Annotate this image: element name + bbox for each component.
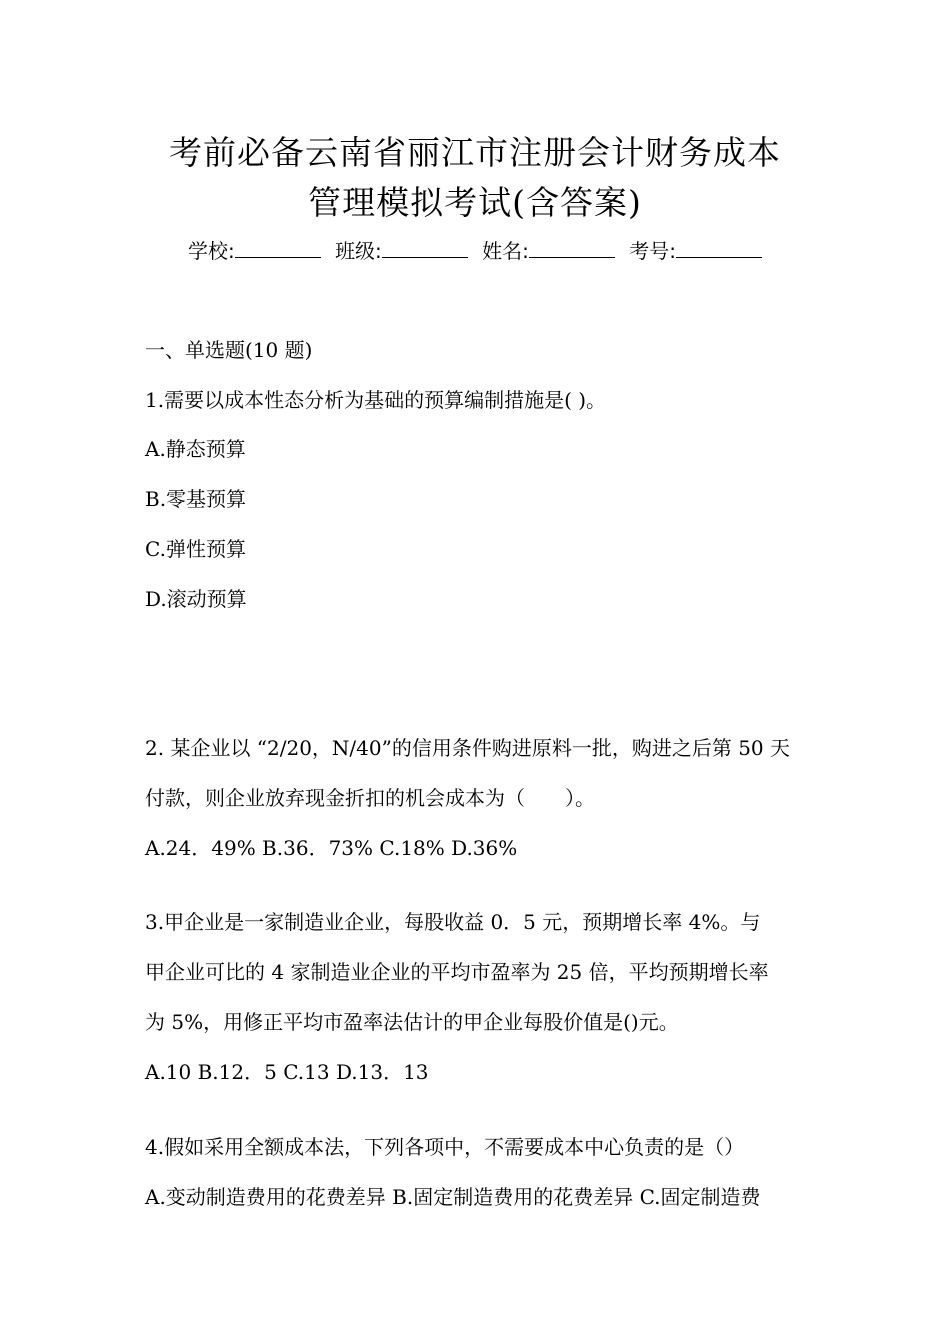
- class-field: [335, 239, 468, 263]
- question-3-text-line-3: 为 5%，用修正平均市盈率法估计的甲企业每股价值是()元。: [145, 1010, 679, 1034]
- question-3-options: A.10 B.12．5 C.13 D.13．13: [145, 1060, 429, 1084]
- question-2-text-line-2: 付款，则企业放弃现金折扣的机会成本为（ ）。: [145, 786, 595, 810]
- question-2-text-line-1: 2. 某企业以 “2/20，N/40”的信用条件购进原料一批，购进之后第 50 天: [145, 736, 791, 760]
- section-heading: 一、单选题(10 题): [145, 338, 313, 362]
- document-title-line-1: 考前必备云南省丽江市注册会计财务成本: [169, 133, 781, 172]
- question-3-text-line-2: 甲企业可比的 4 家制造业企业的平均市盈率为 25 倍，平均预期增长率: [145, 960, 769, 984]
- question-1-option-d: D.滚动预算: [145, 587, 247, 611]
- class-blank: [382, 239, 468, 258]
- student-info-line: [0, 236, 950, 266]
- name-field: [482, 239, 615, 263]
- question-2-options: A.24．49% B.36．73% C.18% D.36%: [145, 836, 518, 860]
- school-blank: [235, 239, 321, 258]
- question-1-option-b: B.零基预算: [145, 487, 247, 511]
- question-1-option-a: A.静态预算: [145, 437, 246, 461]
- school-label: 学校:: [187, 239, 235, 263]
- exam-number-field: [629, 239, 762, 263]
- question-4-options: A.变动制造费用的花费差异 B.固定制造费用的花费差异 C.固定制造费: [145, 1185, 761, 1209]
- question-4-text: 4.假如采用全额成本法，下列各项中，不需要成本中心负责的是（）: [145, 1135, 745, 1159]
- question-3-text-line-1: 3.甲企业是一家制造业企业，每股收益 0．5 元，预期增长率 4%。与: [145, 910, 761, 934]
- question-1-text: 1.需要以成本性态分析为基础的预算编制措施是( )。: [145, 388, 607, 412]
- exam-number-label: 考号:: [629, 239, 677, 263]
- name-blank: [529, 239, 615, 258]
- class-label: 班级:: [335, 239, 382, 263]
- question-1-option-c: C.弹性预算: [145, 537, 246, 561]
- document-title-line-2: 管理模拟考试(含答案): [308, 183, 642, 222]
- school-field: [188, 239, 321, 263]
- exam-number-blank: [676, 239, 762, 258]
- name-label: 姓名:: [482, 239, 529, 263]
